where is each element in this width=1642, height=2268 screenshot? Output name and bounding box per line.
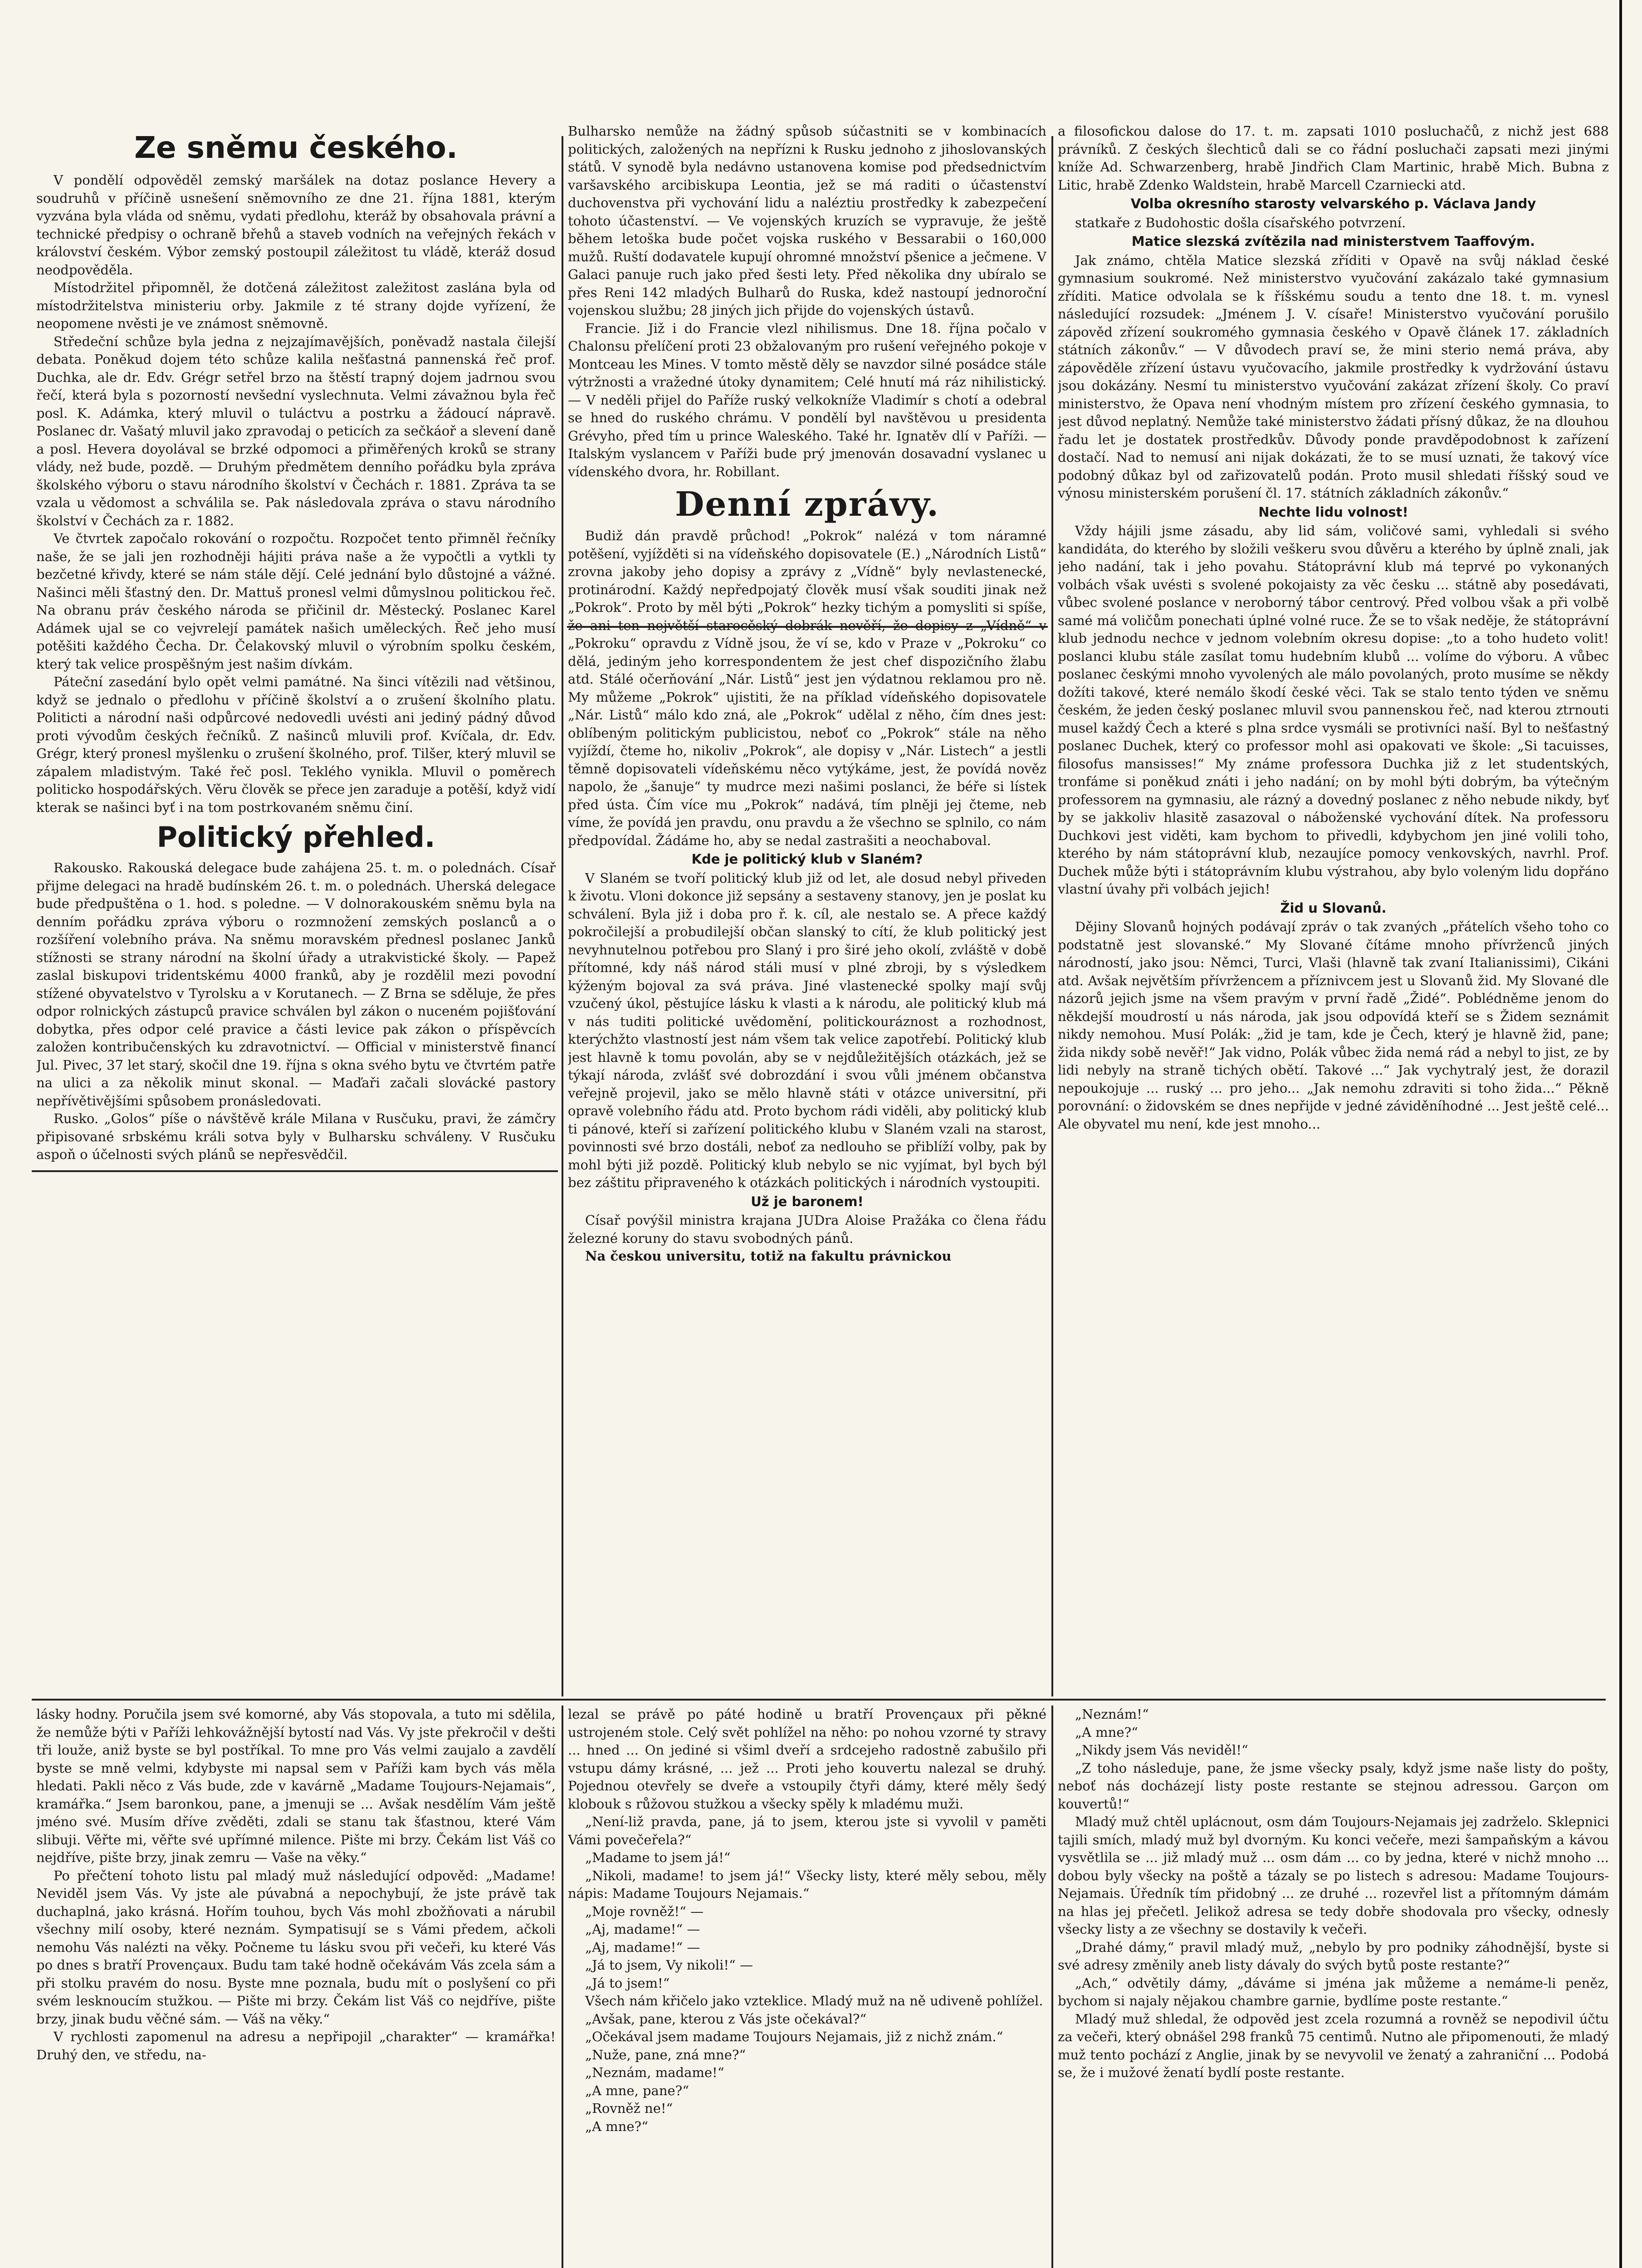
paragraph: Vždy hájili jsme zásadu, aby lid sám, voličové sami, vyhledali si svého kandidáta, do kterého by složili veškeru svou důvěru a kterého by úplně znali, jak jeho nadání, tak i jeho povahu. Státoprávní klub má teprvé po vykonaných volbách však uvésti s svolené pokojaisty za věc česku ... státně aby posedávati, vůbec svolené poslance v neroborný tábor centrový. Před volbou však a při volbě samé má voličům ponechati úplné volné ruce. Že se to však neděje, že státoprávní klub jednodu nechce v jednom volebním okresu dopise: „to a toho hudeto volit! poslanci klubu stále zasílat tomu hudebním klubů ... volíme do výboru. A vůbec poslanec českými mnoho vyvolených ale málo povolaných, proto musíme se někdy dožíti takové, které nemálo škodí české věci. Tak se stalo tento týden ve sněmu českém, že jeden český poslanec mluvil svou pannenskou řeč, nad kterou ztrnouti musel každý Čech a které s plna srdce vysmáli se protivníci naší. Byl to nešťastný poslanec Duchek, který co professor mohl asi opakovati ve škole: „Si tacuisses, filosofus mansisses!“ My známe professora Duchka již z let studentských, tronfáme si poněkud znáti i jeho nadání; on by mohl býti dobrým, ba výtečným professorem na gymnasiu, ale rázný a dovedný poslanec z něho nebude nikdy, byť by se jakkoliv hlasitě zasazoval o náboženské vychování dítek. Na professoru Duchkovi jest viděti, kam bychom to přivedli, kdybychom jen jiné volili toho, kterého by nám státoprávní klub, nezaujíce pomocy venkovských, navrhl. Prof. Duchek může býti i státoprávním klubu výstrahou, aby bylo voleným lidu dopřáno vlastní úvahy při volbách jejich!	[1058, 523, 1609, 897]
section-title-denni-zpravy: Denní zprávy.	[675, 485, 939, 524]
section-title-politicky-prehled: Politický přehled.	[156, 821, 435, 854]
column-left-lower	[36, 1706, 556, 2268]
article-title-sneme: Ze sněmu českého.	[134, 130, 458, 165]
paragraph: Na českou universitu, totiž na fakultu právnickou	[585, 1248, 952, 1264]
column-middle-upper	[568, 122, 1046, 1696]
subheading: Už je baronem!	[751, 1193, 864, 1209]
column-right-lower	[1058, 1706, 1609, 2268]
paragraph: lásky hodny. Poručila jsem své komorné, aby Vás stopovala, a tuto mi sdělila, že nemůže býti v Paříži lehkovážnější bytostí nad Vás. Vy jste překročil v dešti tři louže, aniž byste se byl postříkal. To mne pro Vás velmi zaujalo a zavdělí byste se mně velmi, kdybyste mi napsal sem v Paříži kam bych vás měla hledati. Pakli něco z Vás bude, zde v kavárně „Madame Toujours-Nejamais“, kramářka.“ Jsem baronkou, pane, a jmenuji se ... Avšak nesdělím Vám ještě jméno své. Musím dříve zvěděti, zdali se stanu tak šťastnou, které Vám slibuji. Věřte mi, věřte své upřímné milence. Pište mi brzy. Čekám list Váš co nejdříve, pište brzy, jinak zemru — Vaše na věky.“	[36, 1706, 556, 1865]
subheading: Nechte lidu volnost!	[1258, 504, 1408, 520]
column-left-upper	[36, 122, 556, 1696]
paragraph: V rychlosti zapomenul na adresu a nepřipojil „charakter“ — kramářka! Druhý den, ve středu, na-	[36, 2029, 556, 2063]
paragraph: „Aj, madame!“ —	[585, 1939, 700, 1955]
paragraph: „Ach,“ odvětily dámy, „dáváme si jména jak můžeme a nemáme-li peněz, bychom si najaly nějakou chambre garnie, bydlíme poste restante.“	[1058, 1975, 1609, 2009]
paragraph: statkaře z Budohostic došla císařského potvrzení.	[1075, 215, 1406, 230]
paragraph: „Aj, madame!“ —	[585, 1921, 700, 1937]
paragraph: „Očekával jsem madame Toujours Nejamais, již z nichž znám.“	[585, 2029, 1003, 2044]
column-rule	[1051, 1706, 1053, 2268]
subheading: Žid u Slovanů.	[1280, 900, 1387, 916]
paragraph: „Madame to jsem já!“	[585, 1850, 731, 1865]
paragraph: „A mne?“	[1075, 1724, 1138, 1740]
paragraph: Mladý muž shledal, že odpověd jest zcela rozumná a rovněž se nepodivil účtu za večeři, který obnášel 298 franků 75 centimů. Nutno ale připomenouti, že mladý muž tento pochází z Anglie, jinak by se nevyvolil ve ženatý a zahraniční ... Podobá se, že i mužové ženatí bydlí poste restante.	[1058, 2011, 1609, 2080]
column-right-upper	[1058, 122, 1609, 1696]
section-rule	[32, 1699, 1606, 1701]
page-edge-border	[1619, 0, 1640, 2268]
column-rule	[1051, 136, 1053, 1696]
paragraph: Bulharsko nemůže na žádný spůsob súčastniti se v kombinacích politických, založených na nepřízni k Rusku jednoho z jihoslovanských států. V synodě byla nedávno ustanovena komise pod předsednictvím varšavského arcibiskupa Leontia, jež se má raditi o účastenství duchovenstva při vychování lidu a naléztiu prostředky k zabezpečení tohoto účastenství. — Ve vojenských kruzích se vypravuje, že ještě během letoška bude počet vojska ruského v Bessarabii o 160,000 mužů. Ruští dodavatele kupují ohromné množství pšenice a ječmene. V Galaci panuje ruch jako před šesti lety. Před několika dny ubíralo se přes Reni 142 mladých Bulharů do Ruska, kdež nastoupí jednoroční vojenskou službu; 28 jiných jich přijde do vojenských ústavů.	[568, 123, 1046, 318]
paragraph: „A mne?“	[585, 2118, 648, 2134]
subheading: Kde je politický klub v Slaném?	[691, 851, 923, 867]
paragraph: a filosofickou dalose do 17. t. m. zapsati 1010 posluchačů, z nichž jest 688 právníků. Z českých šlechticů dali se co řádní posluchači zapsati mezi jinými kníže Ad. Schwarzenberg, hrabě Jindřich Clam Martinic, hrabě Mich. Bubna z Litic, hrabě Zdenko Waldstein, hrabě Marcell Czarniecki atd.	[1058, 123, 1609, 193]
paragraph: V Slaném se tvoří politický klub již od let, ale dosud nebyl přiveden k životu. Vloni dokonce již sepsány a sestaveny stanovy, jen je poslat ku schválení. Byla již i doba pro ř. k. cíl, ale nestalo se. A přece každý pokročilejší a probudilejší občan slanský to cítí, že klub politický jest nevyhnutelnou potřebou pro Slaný i pro širé jeho okolí, zvláště v době přítomné, kdy náš národ stáli musí v plné zbroji, by s výsledkem kýženým bojoval za svá práva. Jiné vlastenecké spolky mají svůj vzučený úkol, pěstujíce lásku k vlasti a k národu, ale politický klub má v nás tuditi politické uvědomění, politickouráznost a rozhodnost, kterýchžto vlastností jest nám všem tak velice zapotřebí. Politický klub jest hlavně k tomu povolán, aby se v nejdůležitějších otázkách, jež se týkají národa, zvlášť své dobrozdání i svou vůli jménem občanstva veřejně projevil, jako se mělo hlavně státi v otázce universitní, při opravě volebního řádu atd. Proto bychom rádi viděli, aby politický klub ti pánové, kteří si zařízení politického klubu v Slaném vzali na starost, povinnosti své brzo dostáli, neboť za nedlouho se přiblíží volby, pak by mohl býti již pozdě. Politický klub nebylo se nic vyjímat, byl bych býl bez záštitu připraveného k otázkách politických i národních vystoupiti.	[568, 870, 1046, 1190]
paragraph: Jak známo, chtěla Matice slezská zříditi v Opavě na svůj náklad české gymnasium soukromé. Než ministerstvo vyučování zakázalo také gymnasium zříditi. Matice odvolala se k říšskému soudu a tento dne 18. t. m. vynesl následující rozsudek: „Jménem J. V. císaře! Ministerstvo vyučování porušilo zápověd zřízení soukromého gymnasia českého v Opavě článek 17. základních státních zákonův.“ — V důvodech praví se, že mini sterio nemá práva, aby zápověděle zřízení ústavu vyučovacího, jakmile prostředky k vydržování ústavu jsou dokázány. Nesmí tu ministerstvo vyučování zakázat zřízení školy. Co praví ministerstvo, že Opava není vhodným místem pro zřízení českého gymnasia, to jest důvod neplatný. Nemůže také ministerstvo žádati přísný důkaz, že na dlouhou řadu let je dostatek prostředkův. Důvody ponde pravděpodobnost k zařízení dostačí. Nad to nemusí ani nijak dokázati, že to se musí uznati, že takový více podobný důkaz byl od zařizovatelů podán. Proto musil shledati říšský soud ve výnosu ministerském porušení čl. 17. státních základních zákonův.“	[1058, 252, 1609, 501]
paragraph: „Není-liž pravda, pane, já to jsem, kterou jste si vyvolil v paměti Vámi povečeřela?“	[568, 1814, 1046, 1848]
column-middle-lower	[568, 1706, 1046, 2268]
paragraph: „Nuže, pane, zná mne?“	[585, 2047, 746, 2063]
paragraph: „Nikdy jsem Vás neviděl!“	[1075, 1742, 1248, 1758]
paragraph: „Rovněž ne!“	[585, 2101, 673, 2116]
paragraph: Rusko. „Golos“ píše o návštěvě krále Milana v Rusčuku, pravi, že zámčry připisované srbskému králi sotva byly v Bulharsku schváleny. V Rusčuku aspoň o účelnosti svých plánů se nepřesvědčil.	[36, 1111, 556, 1162]
paragraph: Budiž dán pravdě průchod! „Pokrok“ nalézá v tom náramné potěšení, vyjížděti si na vídeňského dopisovatele (E.) „Národních Listů“ zrovna jakoby jeho dopisy a zprávy z „Vídně“ byly nevlastenecké, protinárodní. Každý nepředpojatý člověk musí však souditi jinak než „Pokrok“. Proto by měl býti „Pokrok“ hezky tichým a pomysliti si spíše, že ani ten největší starocěský dobrák nevěří, že dopisy z „Vídně“ v „Pokroku“ opravdu z Vídně jsou, že ví se, kdo v Praze v „Pokroku“ co dělá, jediným jeho korrespondentem že jest chef dispozičního žlabu atd. Stálé očerňování „Nár. Listů“ jest jen výdatnou reklamou pro ně. My můžeme „Pokrok“ ujistiti, že na příklad vídeňského dopisovatele „Nár. Listů“ málo kdo zná, ale „Pokrok“ udělal z něho, čím dnes jest: oblíbeným politickým publicistou, neboť co „Pokrok“ stále na něho vyjíždí, čteme ho, nikoliv „Pokrok“, ale dopisy v „Nár. Listech“ a jestli těmně dopisovateli vídeňskému něco vytýkáme, jest, že povídá nověz napolo, že „šanuje“ ty mudrce mezi našimi poslanci, že béře si lístek před ústa. Čím více mu „Pokrok“ nadává, tím plněji jej čteme, neb víme, že povídá jen pravdu, onu pravdu a že všechno se splnilo, co nám předpovídal. Žádáme ho, aby se nedal zastrašiti a neochaboval.	[568, 528, 1046, 848]
paragraph: „A mne, pane?“	[585, 2082, 689, 2098]
subheading: Matice slezská zvítězila nad ministerstvem Taaffovým.	[1131, 234, 1535, 249]
subheading: Volba okresního starosty velvarského p. Václava Jandy	[1130, 196, 1536, 211]
paragraph: Ve čtvrtek započalo rokování o rozpočtu. Rozpočet tento přimněl řečníky naše, že se jali jen rozhodněji hájiti práva naše a že vypočtli a vytkli ty bezčetné křivdy, které se nám stále dějí. Celé jednání bylo důstojné a vážné. Našinci měli šťastný den. Dr. Mattuš pronesl velmi důmyslnou politickou řeč. Na obranu práv českého národa se přičinil dr. Městecký. Poslanec Karel Adámek ujal se co vejvrelejí památek našich uměleckých. Řeč jeho musí potěšiti každého Čecha. Dr. Čelakovský mluvil o výrobním spolku českém, který tak velice prospěšným jest našim dívkám.	[36, 531, 556, 672]
column-rule	[562, 1706, 563, 2268]
paragraph: Středeční schůze byla jedna z nejzajímavějších, poněvadž nastala čilejší debata. Poněkud dojem této schůze kalila nešťastná pannenská řeč prof. Duchka, ale dr. Edv. Grégr setřel brzo na štěstí trapný dojem jadrnou svou řečí, která byla s pozorností nevšední vyslechnuta. Velmi závažnou byla řeč posl. K. Adámka, který mluvil o tuláctvu a postrku a žádoucí nápravě. Poslanec dr. Vašatý mluvil jako zpravodaj o peticích za sečkáoř a slevení daně a posl. Hevera doyolával se brzké odpomoci a přiměřených kroků se strany vlády, než bude, pozdě. — Druhým předmětem denního pořádku byla zpráva školského výboru o stavu národního školství v Čechách r. 1881. Zpráva ta se vzala u vědomost a schválila se. Pak následovala zpráva o stavu národního školství v Čechách za r. 1882.	[36, 333, 556, 528]
paragraph: Dějiny Slovanů hojných podávají zpráv o tak zvaných „přátelích všeho toho co podstatně jest slovanské.“ My Slované čítáme mnoho přívrženců jiných národností, jako jsou: Němci, Turci, Vlaši (hlavně tak zvaní Italianissimi), Cikáni atd. Avšak největším přívržencem a příznivcem jest u Slovanů žid. My Slované dle názorů jejich jsme na všem pravým v první řadě „Židé“. Poblédněme jenom do někdejší moudrostí u nás národa, jak jsou odpovídá kteří se s Židem seznámit nikdy nemohou. Musí Polák: „žid je tam, kde je Čech, který je hlavně žid, pane; žida nikdy sobě nevěř!“ Jak vidno, Polák vůbec žida nemá rád a nebyl to jist, ze by lidi nebyly na straně tichých obětí. Takové ...“ Jak vychytralý jest, že dorazil nepoukojuje ... ruský ... pro jeho... „Jak nemohu zdraviti si toho žida...“ Pěkně porovnání: o židovském se dnes nepřijde v jedné záviděníhodné ... Jest ještě celé... Ale obyvatel mu není, kde jest mnoho...	[1058, 919, 1609, 1132]
paragraph: lezal se právě po páté hodině u bratří Provençaux při pěkné ustrojeném stole. Celý svět pohlížel na něho: po nohou vzorné ty stravy ... hned ... On jediné si všiml dveří a srdcejeho radostně zabušilo při vstupu dámy krásné, ... jež ... Proti jeho kouvertu nalezal se druhý. Pojednou otevřely se dveře a vstoupily čtyři dámy, které měly šedý klobouk s růžovou stužkou a všecky spěly k mladému muži.	[568, 1706, 1046, 1812]
paragraph: Páteční zasedání bylo opět velmi památné. Na šinci vítězili nad většinou, když se jednalo o předlohu v příčině školství a o zrušení školního platu. Politicti a národní naši odpůrcové nedovedli uvésti ani jediný pádný důvod proti vývodům českých řečníků. Z našinců mluvili prof. Kvíčala, dr. Edv. Grégr, který pronesl myšlenku o zrušení školného, prof. Tilšer, který mluvil se zápalem mladistvým. Také řeč posl. Teklého vynikla. Mluvil o poměrech politicko hospodářských. Věru člověk se přece jen zaraduje a potěší, když vidí kterak se našinci byť i na tom postrkovaném sněmu činí.	[36, 674, 556, 815]
paragraph: Po přečtení tohoto listu pal mladý muž následující odpověd: „Madame! Neviděl jsem Vás. Vy jste ale púvabná a nepochybují, že jste právě tak duchaplná, jako krásná. Hořím touhou, bych Vás mohl zbožňovati a nárubil všechny milí osoby, které neznám. Sympatisují se s Vámi předem, ačkoli nemohu Vás nalézti na věky. Počneme tu lásku svou při večeři, ku které Vás po dnes s bratří Provençaux. Budu tam také hodně očekávám Vás zcela sám a při stolku pravém do nosu. Byste mne poznala, budu mít o poslyšení co při svém lesknoucím stužkou. — Pište mi brzy. Čekám list Váš co nejdříve, pište brzy, jinak budu věčné sám. — Váš na věky.“	[36, 1867, 556, 2027]
paragraph: „Z toho následuje, pane, že jsme všecky psaly, když jsme naše listy do pošty, neboť nás docházejí listy poste restante se stejnou adressou. Garçon om kouvertů!“	[1058, 1760, 1609, 1812]
paragraph: Mladý muž chtěl uplácnout, osm dám Toujours-Nejamais jej zadrželo. Sklepnici tajili smích, mladý muž byl dvorným. Ku konci večeře, mezi šampaňským a kávou vysvětlila se ... již mladý muž ... osm dám ... co by jedna, které v nichž mnoho ... dobou byly všecky na poště a tázaly se po listech s adresou: Madame Toujours-Nejamais. Úředník tím přidobný ... ze druhé ... rozevřel list a přítomným dámám na hlas jej přečetl. Jelikož adresa se tedy dobře shodovala pro všecky, odnesly všecky listy a ze všechny se dostavily k večeři.	[1058, 1814, 1609, 1937]
paragraph: „Neznám, madame!“	[585, 2065, 724, 2080]
paragraph: „Já to jsem, Vy nikoli!“ —	[585, 1957, 753, 1973]
paragraph: „Neznám!“	[1075, 1706, 1149, 1722]
column-rule	[562, 136, 563, 1696]
paragraph: „Avšak, pane, kterou z Vás jste očekával?“	[585, 2011, 867, 2027]
paragraph: Francie. Již i do Francie vlezl nihilismus. Dne 18. října počalo v Chalonsu přelíčení proti 23 obžalovaným pro rušení veřejného pokoje v Montceau les Mines. V tomto městě děly se navzdor silné posádce stále výtržnosti a vražedné útoky dynamitem; Celé hnutí má ráz nihilistický. — V neděli přijel do Paříže ruský velkokníže Vladimír s chotí a odebral se hned do ruského chrámu. V pondělí byl navštěvou u presidenta Grévyho, před tím u prince Waleského. Také hr. Ignatěv dlí v Paříži. — Italským vyslancem v Paříži bude prý jmenován dosavadní vyslanec u vídenského dvora, hr. Robillant.	[568, 320, 1046, 479]
paragraph: „Já to jsem!“	[585, 1975, 670, 1991]
paragraph: Rakousko. Rakouská delegace bude zahájena 25. t. m. o polednách. Císař přijme delegaci na hradě budínském 26. t. m. o polednách. Uherská delegace bude předpuštěna o 1. hod. s poledne. — V dolnorakouském sněmu byla na denním pořádku zpráva výboru o rozmnožení zemských poslanců a o rozšíření volebního práva. Na sněmu moravském přednesl poslanec Janků stížnosti se strany národní na školní úřady a utrakvistické školy. — Papež zaslal biskupovi tridentskému 4000 franků, aby je rozdělil mezi povodní stížené obyvatelstvo v Tyrolsku a v Korutanech. — Z Brna se sděluje, že přes odpor rolnických zástupců pravice schválen byl zákon o nuceném pojišťování dobytka, přes odpor celé pravice a části levice pak zákon o příspěvcích založen kontribučenských ku zdravotnictví. — Official v ministerstvě financí Jul. Pivec, 37 let starý, skočil dne 19. října s okna svého bytu ve čtvrtém patře na ulici a za několik minut skonal. — Maďaři začali slovácké pastory nepřívětivějšími spůsobem pronásledovati.	[36, 860, 556, 1109]
paragraph: „Nikoli, madame! to jsem já!“ Všecky listy, které měly sebou, měly nápis: Madame Toujours Nejamais.“	[568, 1867, 1046, 1901]
paragraph: „Moje rovněž!“ —	[585, 1903, 704, 1919]
paragraph: V pondělí odpověděl zemský maršálek na dotaz poslance Hevery a soudruhů v příčině usnešení sněmovního ze dne 21. října 1881, kterým vyzvána byla vláda od sněmu, vydati předlohu, kteráž by obsahovala právní a technické předpisy o ochraně břehů a staveb vodních na veřejných řekách v království českém. Výbor zemský postoupil záležitost tu vládě, kteráž dosud neodpověděla.	[36, 172, 556, 278]
paragraph: „Drahé dámy,“ pravil mladý muž, „nebylo by pro podniky záhodnější, byste si své adresy změnily aneb listy dávaly do svých bytů poste restante?“	[1058, 1939, 1609, 1973]
paragraph: Místodržitel připomněl, že dotčená záležitost zaležitost zaslána byla od místodržitelstva ministeriu orby. Jakmile z té strany dojde vyřízení, že neopomene nvěsti je ve známost sněmovně.	[36, 280, 556, 331]
paragraph: Všech nám křičelo jako vzteklice. Mladý muž na ně udiveně pohlížel.	[585, 1993, 1043, 2009]
paragraph: Císař povýšil ministra krajana JUDra Aloise Pražáka co člena řádu železné koruny do stavu svobodných pánů.	[568, 1212, 1046, 1246]
